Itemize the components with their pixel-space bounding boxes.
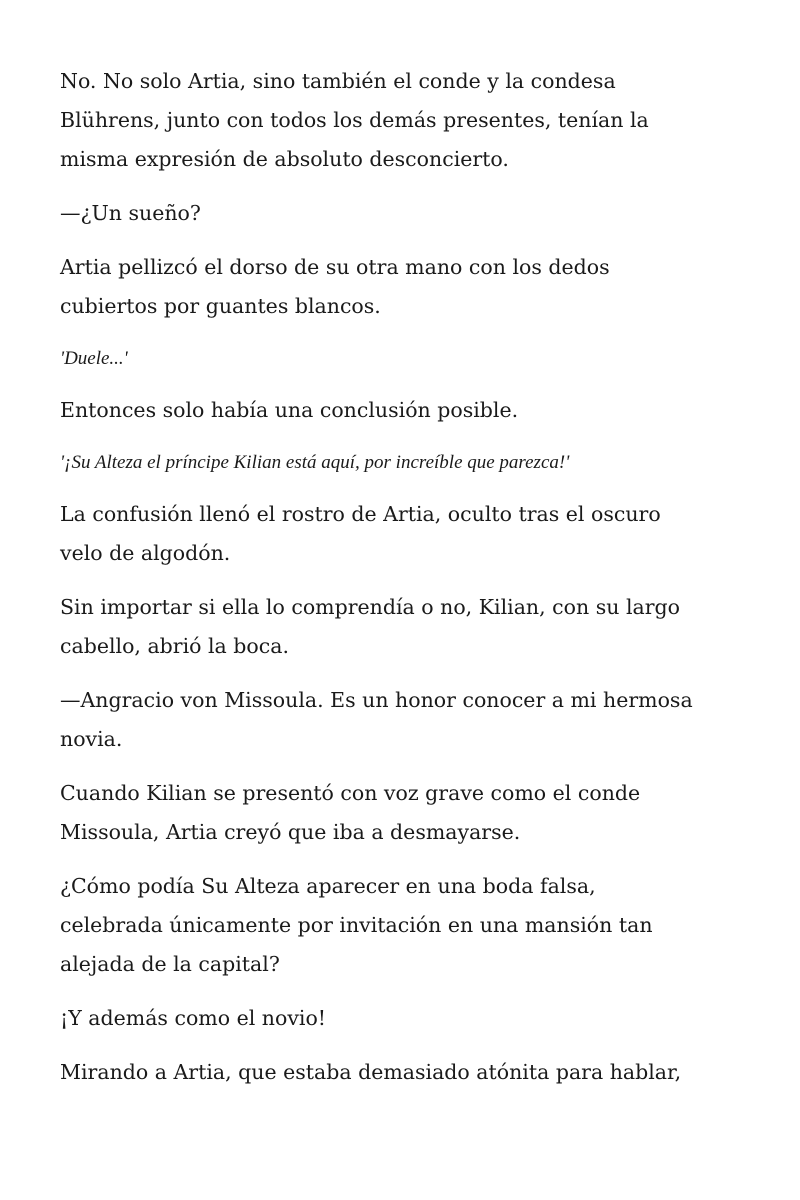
text-line: velo de algodón. — [60, 541, 231, 565]
paragraph-4-thought — [60, 341, 750, 377]
paragraph-9 — [60, 681, 750, 759]
paragraph-10 — [60, 774, 750, 852]
text-line: Artia pellizcó el dorso de su otra mano con los dedos — [60, 255, 610, 279]
text-line: '¡Su Alteza el príncipe Kilian está aquí, por increíble que parezca!' — [60, 452, 570, 473]
text-line: cabello, abrió la boca. — [60, 634, 289, 658]
paragraph-12 — [60, 999, 750, 1038]
text-line: —Angracio von Missoula. Es un honor conocer a mi hermosa — [60, 688, 693, 712]
paragraph-3 — [60, 248, 750, 326]
text-line: 'Duele...' — [60, 348, 128, 369]
text-line: ¿Cómo podía Su Alteza aparecer en una boda falsa, — [60, 874, 596, 898]
document-page — [60, 62, 750, 1107]
text-line: Missoula, Artia creyó que iba a desmayarse. — [60, 820, 521, 844]
text-line: novia. — [60, 727, 123, 751]
paragraph-1 — [60, 62, 750, 179]
text-line: misma expresión de absoluto desconcierto. — [60, 147, 509, 171]
text-line: —¿Un sueño? — [60, 201, 201, 225]
text-line: alejada de la capital? — [60, 952, 280, 976]
text-line: celebrada únicamente por invitación en una mansión tan — [60, 913, 653, 937]
paragraph-5 — [60, 391, 750, 430]
text-line: Cuando Kilian se presentó con voz grave como el conde — [60, 781, 641, 805]
text-line: Entonces solo había una conclusión posible. — [60, 398, 519, 422]
paragraph-13 — [60, 1053, 750, 1092]
paragraph-7 — [60, 495, 750, 573]
text-line: ¡Y además como el novio! — [60, 1006, 327, 1030]
paragraph-8 — [60, 588, 750, 666]
paragraph-6-thought — [60, 445, 750, 481]
text-line: cubiertos por guantes blancos. — [60, 294, 381, 318]
text-line: Mirando a Artia, que estaba demasiado atónita para hablar, — [60, 1060, 682, 1084]
text-line: La confusión llenó el rostro de Artia, oculto tras el oscuro — [60, 502, 661, 526]
paragraph-11 — [60, 867, 750, 984]
text-line: No. No solo Artia, sino también el conde y la condesa — [60, 69, 616, 93]
text-line: Blührens, junto con todos los demás presentes, tenían la — [60, 108, 649, 132]
text-line: Sin importar si ella lo comprendía o no, Kilian, con su largo — [60, 595, 680, 619]
paragraph-2 — [60, 194, 750, 233]
